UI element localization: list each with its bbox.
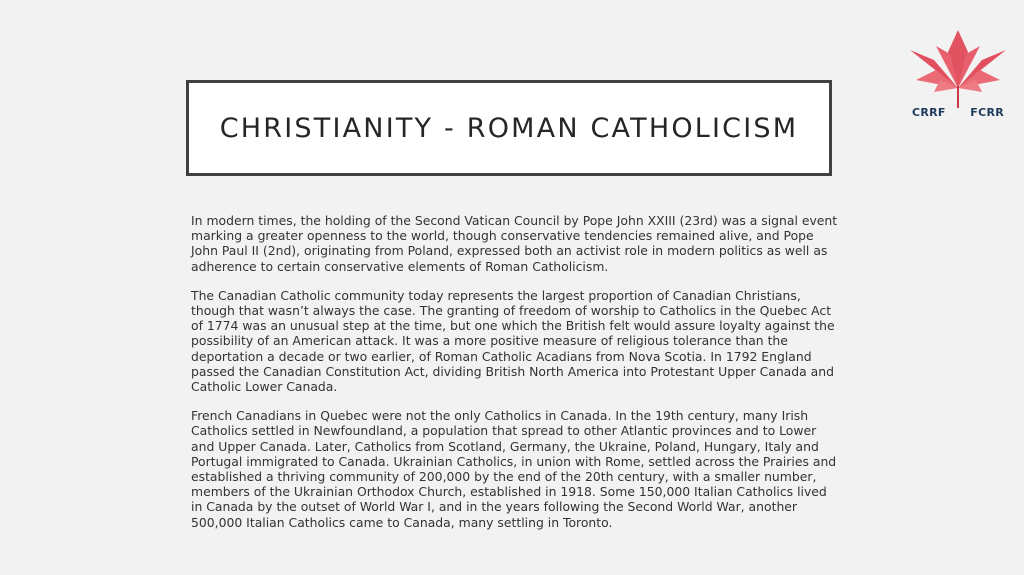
paragraph-3: French Canadians in Quebec were not the only Catholics in Canada. In the 19th century, many Irish Catholics settled in Newfoundland, a population that spread to other Atlantic provinces and to Lower and Upper Canada. Later, Catholics from Scotland, Germany, the Ukraine, Poland, Hungary, Italy and Portugal immigrated to Canada. Ukrainian Catholics, in union with Rome, settled across the Prairies and established a thriving community of 200,000 by the end of the 20th century, with a smaller number, members of the Ukrainian Orthodox Church, established in 1918. Some 150,000 Italian Catholics lived in Canada by the outset of World War I, and in the years following the Second World War, another 500,000 Italian Catholics came to Canada, many settling in Toronto.: [191, 408, 837, 530]
paragraph-1: In modern times, the holding of the Second Vatican Council by Pope John XXIII (23rd) was a signal event marking a greater openness to the world, though conservative tendencies remained alive, and Pope John Paul II (2nd), originating from Poland, expressed both an activist role in modern politics as well as adherence to certain conservative elements of Roman Catholicism.: [191, 213, 838, 274]
paragraph-2: The Canadian Catholic community today represents the largest proportion of Canadian Christians, though that wasn’t always the case. The granting of freedom of worship to Catholics in the Quebec Act of 1774 was an unusual step at the time, but one which the British felt would assure loyalty against the possibility of an American attack. It was a more positive measure of religious tolerance than the deportation a decade or two earlier, of Roman Catholic Acadians from Nova Scotia. In 1792 England passed the Canadian Constitution Act, dividing British North America into Protestant Upper Canada and Catholic Lower Canada.: [191, 287, 835, 395]
logo-left-text: CRRF: [912, 106, 946, 119]
maple-leaf-icon: [906, 30, 1010, 110]
body-text: [191, 213, 839, 544]
title-box: [186, 80, 832, 176]
logo-right-text: FCRR: [970, 106, 1004, 119]
slide-title: CHRISTIANITY - ROMAN CATHOLICISM: [219, 112, 799, 144]
crrf-logo: [906, 30, 1010, 126]
